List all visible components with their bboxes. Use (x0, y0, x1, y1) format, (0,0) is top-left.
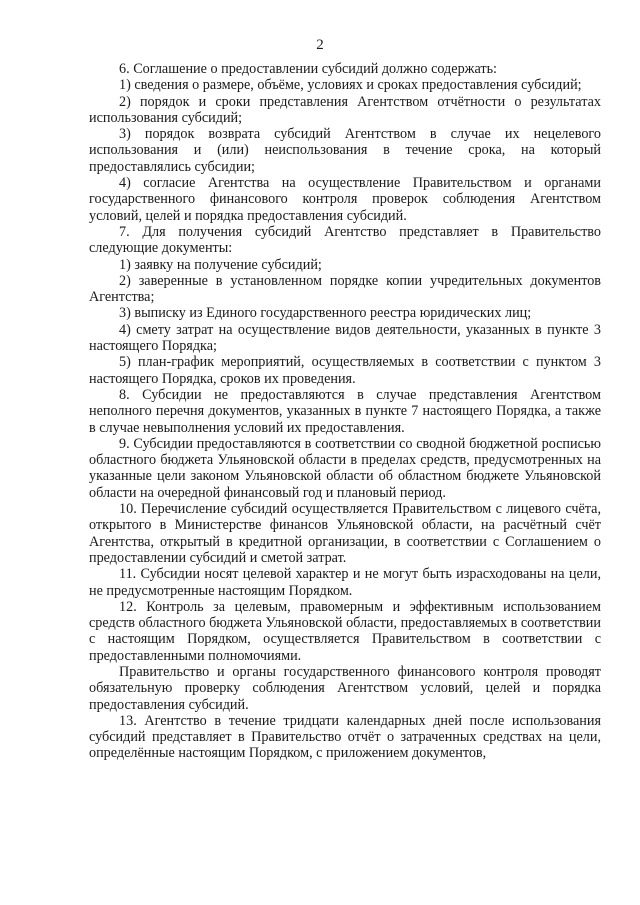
paragraph-8: 8. Субсидии не предоставляются в случае представления Агентством неполного перечня документов, указанных в пункте 7 настоящего Порядка, а также в случае невыполнения условий их предоставления. (89, 386, 601, 436)
paragraph-10: 10. Перечисление субсидий осуществляется Правительством с лицевого счёта, открытого в Министерстве финансов Ульяновской области, на расчётный счёт Агентства, открытый в кредитной организации, в соответствии с Соглашением о предоставлении субсидий и сметой затрат. (89, 501, 601, 566)
paragraph-6-item-3: 3) порядок возврата субсидий Агентством в случае их нецелевого использования и (или) неиспользования в течение срока, на который предоставлялись субсидии; (89, 126, 601, 175)
paragraph-7-item-1: 1) заявку на получение субсидий; (119, 256, 322, 273)
paragraph-7-heading: 7. Для получения субсидий Агентство представляет в Правительство следующие документы: (89, 223, 601, 257)
paragraph-7-item-5: 5) план-график мероприятий, осуществляемых в соответствии с пунктом 3 настоящего Порядка, сроков их проведения. (89, 354, 601, 387)
paragraph-6-heading: 6. Соглашение о предоставлении субсидий должно содержать: (119, 61, 498, 77)
paragraph-9: 9. Субсидии предоставляются в соответствии со сводной бюджетной росписью областного бюджета Ульяновской области в пределах средств, предусмотренных на указанные цели законом Ульяновской области об областном бюджете Ульяновской области на очередной финансовый год и плановый период. (89, 435, 601, 501)
paragraph-6-item-2: 2) порядок и сроки представления Агентством отчётности о результатах использования субсидий; (89, 93, 601, 126)
paragraph-6-item-4: 4) согласие Агентства на осуществление Правительством и органами государственного финансового контроля проверок соблюдения Агентством условий, целей и порядка предоставления субсидий. (89, 175, 601, 224)
paragraph-7-item-4: 4) смету затрат на осуществление видов деятельности, указанных в пункте 3 настоящего Порядка; (89, 321, 601, 355)
document-body (89, 61, 601, 762)
paragraph-12: 12. Контроль за целевым, правомерным и эффективным использованием средств областного бюджета Ульяновской области, предоставляемых в соответствии с настоящим Порядком, осуществляется Правительством в соответствии с предоставленными полномочиями. (89, 598, 601, 664)
paragraph-12-continuation: Правительство и органы государственного финансового контроля проводят обязательную проверку соблюдения Агентством условий, целей и порядка предоставления субсидий. (89, 663, 601, 713)
paragraph-6-item-1: 1) сведения о размере, объёме, условиях и сроках предоставления субсидий; (119, 77, 582, 94)
page-number: 2 (316, 37, 324, 53)
paragraph-7-item-3: 3) выписку из Единого государственного реестра юридических лиц; (119, 305, 532, 322)
paragraph-13: 13. Агентство в течение тридцати календарных дней после использования субсидий представляет в Правительство отчёт о затраченных средствах на цели, определённые настоящим Порядком, с приложением документов, (89, 712, 601, 762)
paragraph-7-item-2: 2) заверенные в установленном порядке копии учредительных документов Агентства; (89, 272, 601, 306)
paragraph-11: 11. Субсидии носят целевой характер и не могут быть израсходованы на цели, не предусмотренные настоящим Порядком. (89, 566, 601, 599)
